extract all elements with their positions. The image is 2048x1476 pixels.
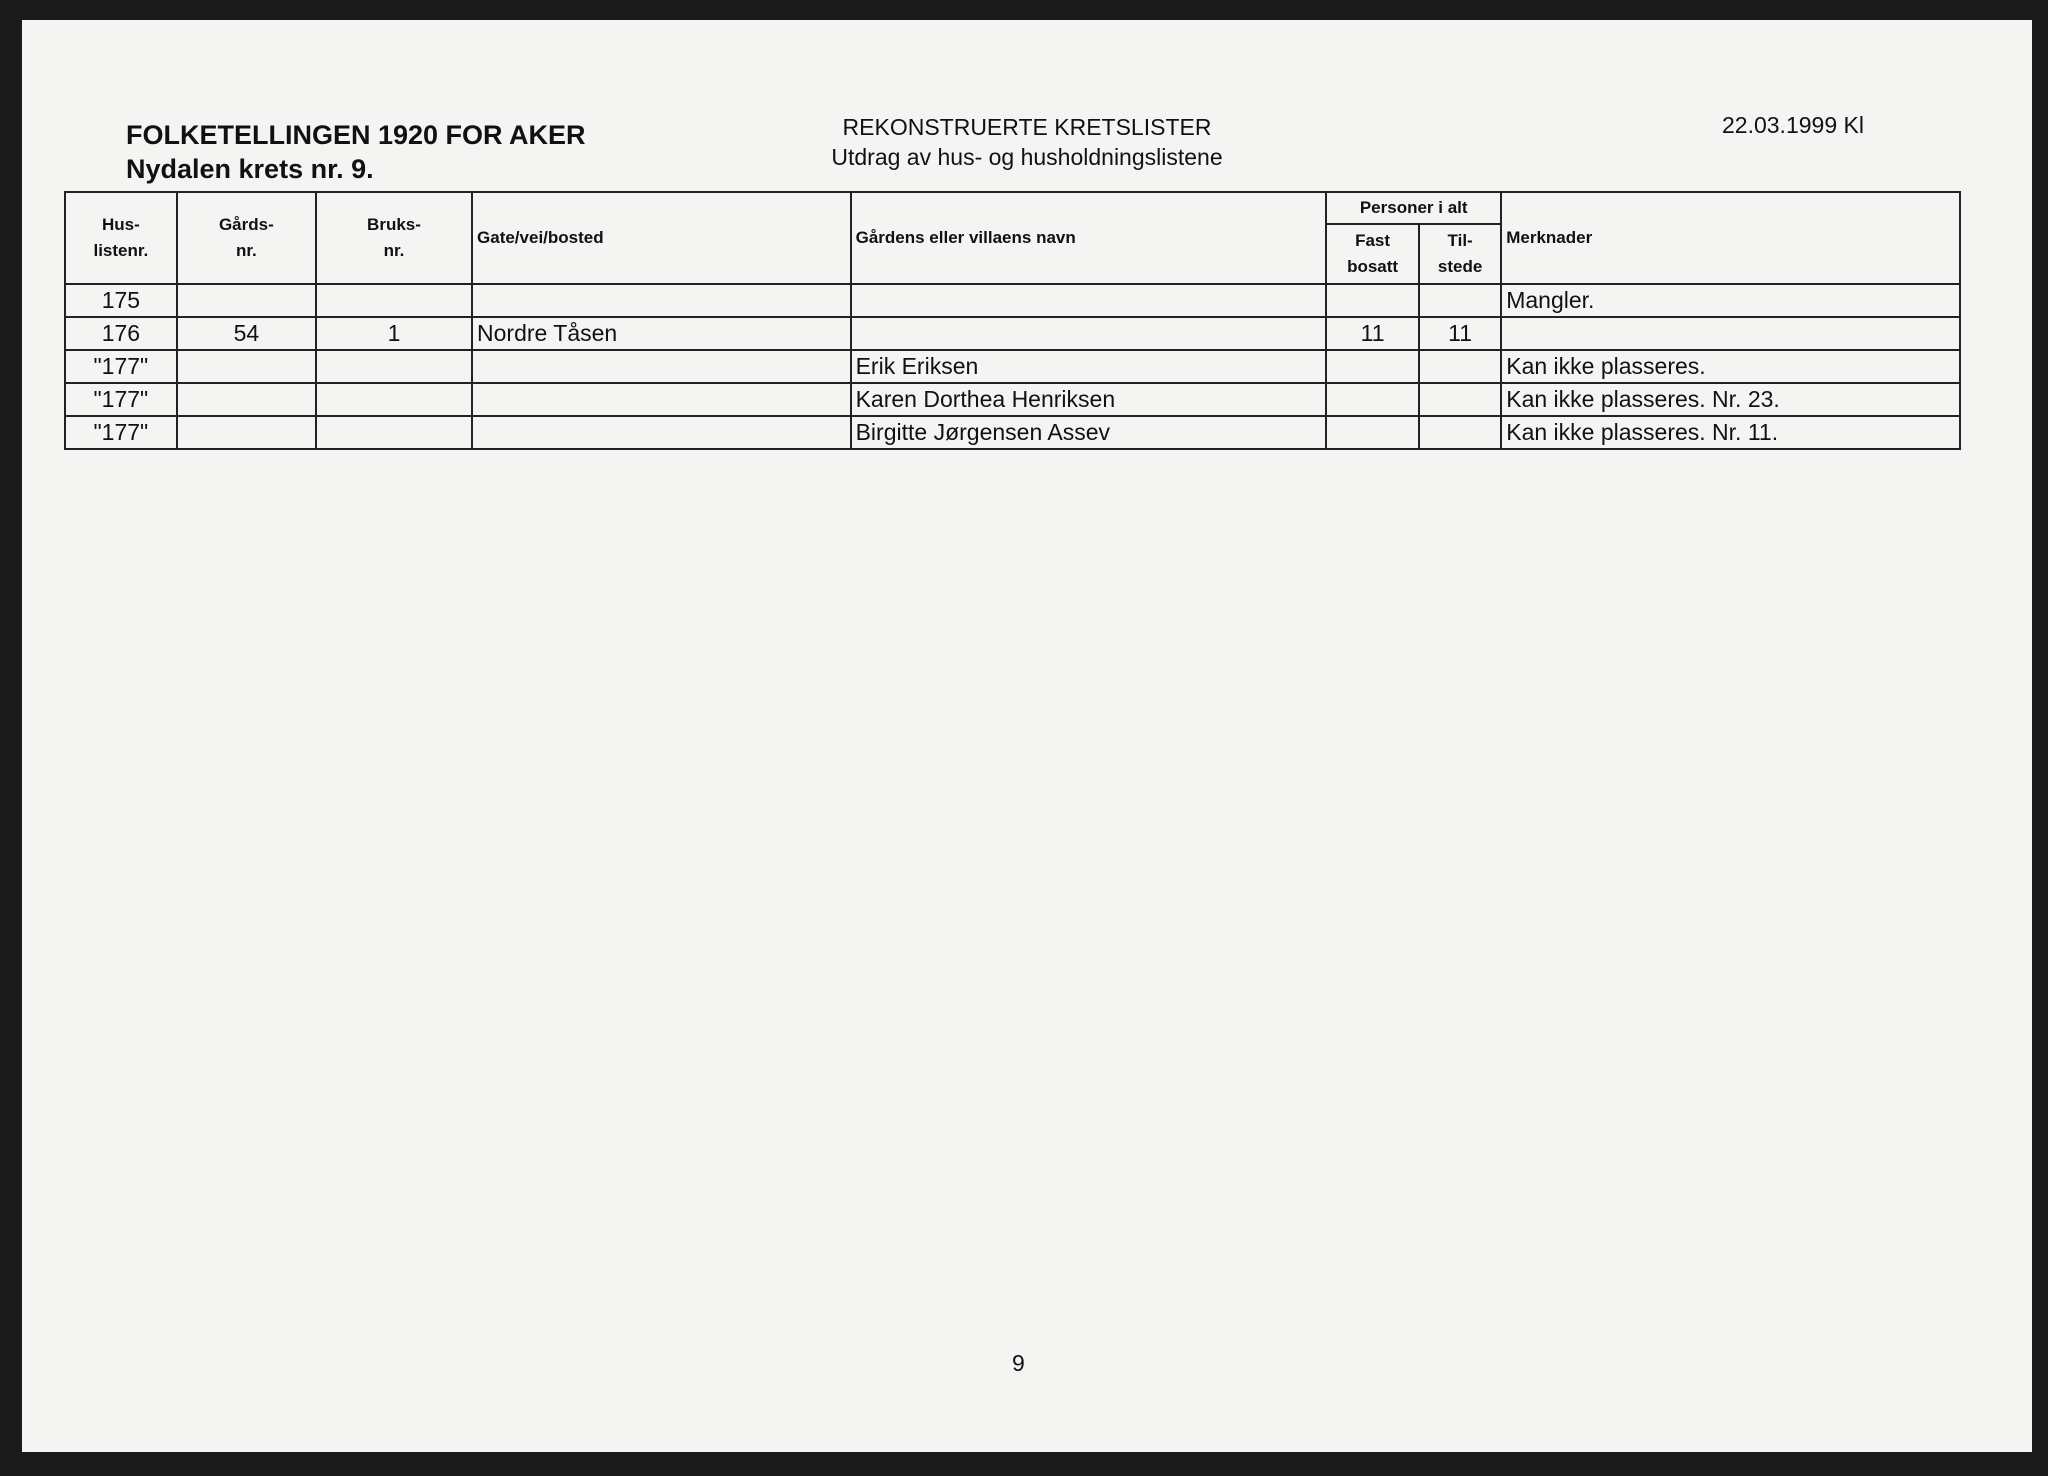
header-gardsnr: Gårds- nr. [177,192,316,284]
cell-bruksnr: 1 [316,317,472,350]
cell-merknader: Kan ikke plasseres. Nr. 11. [1501,416,1960,449]
cell-gate [472,284,851,317]
header-fast-bosatt: Fast bosatt [1326,224,1419,284]
subtitle-line1: REKONSTRUERTE KRETSLISTER [842,114,1212,140]
cell-gardsnr [177,350,316,383]
cell-huslistenr: "177" [65,350,177,383]
cell-navn: Birgitte Jørgensen Assev [851,416,1327,449]
cell-bruksnr [316,284,472,317]
cell-navn [851,284,1327,317]
cell-til [1419,416,1501,449]
table-row [65,383,1960,416]
subtitle-line2: Utdrag av hus- og husholdningslistene [831,144,1223,170]
cell-fast [1326,350,1419,383]
header-huslistenr: Hus- listenr. [65,192,177,284]
cell-til: 11 [1419,317,1501,350]
cell-gardsnr [177,416,316,449]
cell-bruksnr [316,416,472,449]
header-gate: Gate/vei/bosted [472,192,851,284]
table-row [65,416,1960,449]
cell-fast [1326,383,1419,416]
document-page [22,20,2032,1452]
cell-huslistenr: 176 [65,317,177,350]
cell-bruksnr [316,383,472,416]
header-tilstede: Til- stede [1419,224,1501,284]
census-table [64,191,1961,450]
cell-navn: Karen Dorthea Henriksen [851,383,1327,416]
cell-gardsnr [177,383,316,416]
table-row [65,284,1960,317]
cell-merknader: Kan ikke plasseres. Nr. 23. [1501,383,1960,416]
cell-merknader [1501,317,1960,350]
census-title: FOLKETELLINGEN 1920 FOR AKER [126,120,586,150]
table-body [65,284,1960,449]
cell-merknader: Mangler. [1501,284,1960,317]
cell-gardsnr [177,284,316,317]
cell-gate [472,350,851,383]
cell-navn [851,317,1327,350]
header-personer: Personer i alt [1326,192,1501,224]
cell-gate [472,416,851,449]
cell-til [1419,383,1501,416]
header-gardens-navn: Gårdens eller villaens navn [851,192,1327,284]
document-title [126,118,586,186]
cell-gate: Nordre Tåsen [472,317,851,350]
cell-fast: 11 [1326,317,1419,350]
cell-huslistenr: 175 [65,284,177,317]
cell-gardsnr: 54 [177,317,316,350]
cell-fast [1326,416,1419,449]
cell-til [1419,350,1501,383]
cell-huslistenr: "177" [65,383,177,416]
header-bruksnr: Bruks- nr. [316,192,472,284]
cell-til [1419,284,1501,317]
cell-navn: Erik Eriksen [851,350,1327,383]
cell-merknader: Kan ikke plasseres. [1501,350,1960,383]
document-subtitle [792,112,1262,172]
table-row [65,350,1960,383]
page-number: 9 [1012,1350,1025,1376]
cell-huslistenr: "177" [65,416,177,449]
cell-bruksnr [316,350,472,383]
header-merknader: Merknader [1501,192,1960,284]
district-title: Nydalen krets nr. 9. [126,154,374,184]
cell-gate [472,383,851,416]
cell-fast [1326,284,1419,317]
document-date: 22.03.1999 Kl [1722,112,1864,138]
table-row [65,317,1960,350]
